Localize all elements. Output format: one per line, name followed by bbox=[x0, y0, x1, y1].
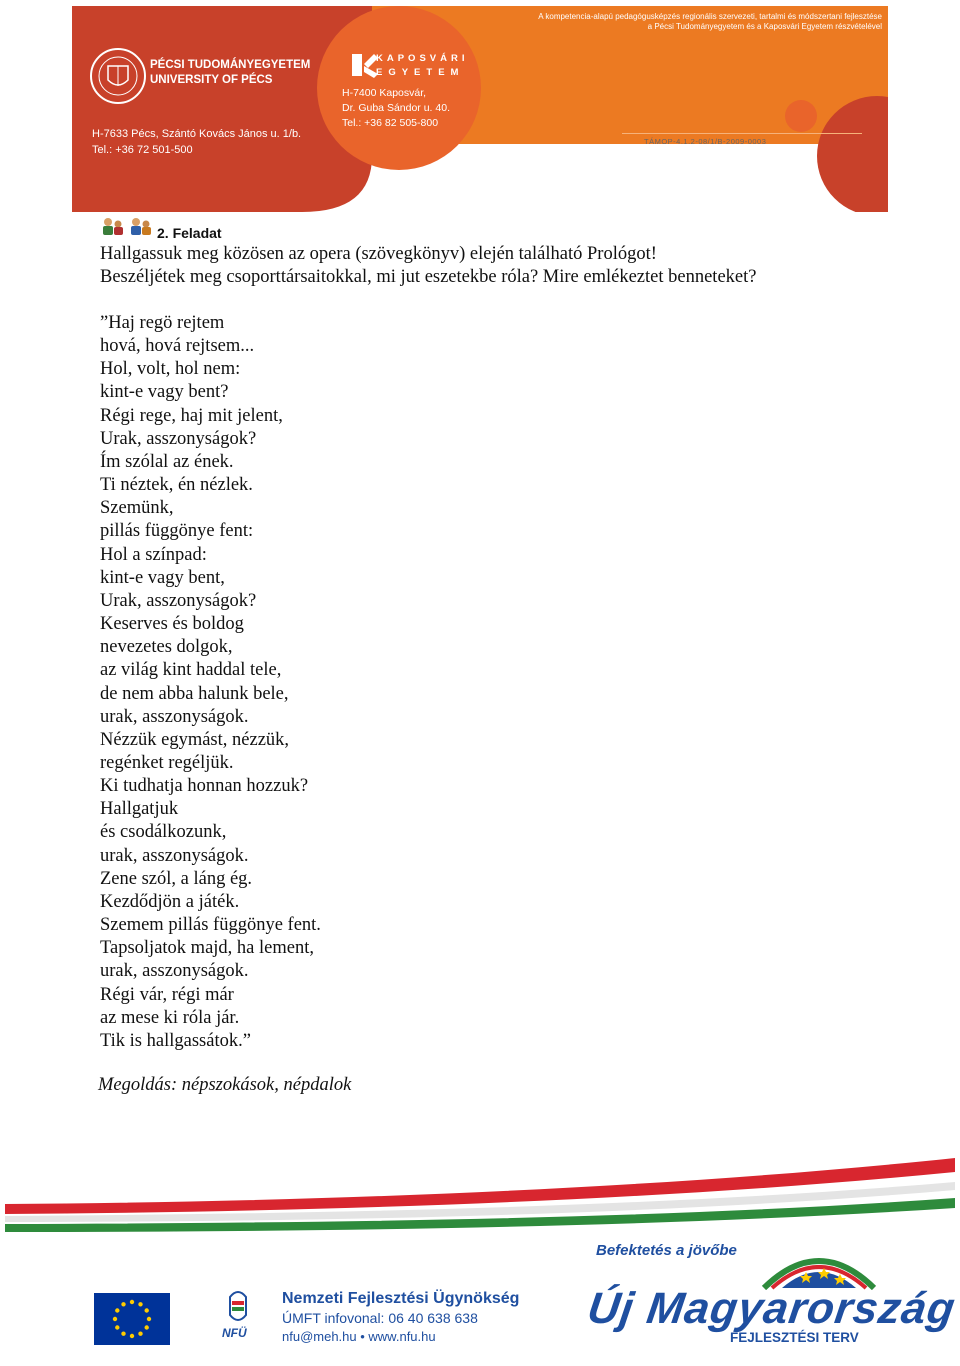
instruction-line-2: Beszéljétek meg csoporttársaitokkal, mi jut eszetekbe róla? Mire emlékeztet benneteket? bbox=[100, 267, 757, 287]
poem-line: Ím szólal az ének. bbox=[100, 451, 234, 472]
project-title-note bbox=[464, 12, 882, 32]
poem-line: Hol, volt, hol nem: bbox=[100, 359, 241, 380]
eu-star-icon bbox=[145, 1325, 149, 1329]
pte-contact bbox=[92, 126, 301, 158]
eu-star-icon bbox=[121, 1332, 125, 1336]
poem-line: urak, asszonyságok. bbox=[100, 706, 249, 727]
eu-star-icon bbox=[138, 1332, 142, 1336]
poem-line: az világ kint haddal tele, bbox=[100, 660, 282, 681]
pte-address: H-7633 Pécs, Szántó Kovács János u. 1/b. bbox=[92, 128, 302, 140]
ke-address-line1: H-7400 Kaposvár, bbox=[342, 87, 427, 99]
pte-phone: Tel.: +36 72 501-500 bbox=[92, 144, 193, 156]
poem-line: nevezetes dolgok, bbox=[100, 637, 233, 658]
poem-line: Zene szól, a láng ég. bbox=[100, 868, 253, 889]
group-work-icon bbox=[100, 215, 154, 239]
eu-star-icon bbox=[130, 1334, 134, 1338]
poem-line: kint-e vagy bent, bbox=[100, 567, 225, 588]
prologue-poem bbox=[100, 312, 321, 1053]
task-instructions bbox=[100, 243, 756, 289]
poem-line: hová, hová rejtsem... bbox=[100, 336, 255, 357]
poem-line: regénket regéljük. bbox=[100, 752, 234, 773]
eu-star-icon bbox=[113, 1317, 117, 1321]
poem-line: Ti néztek, én nézlek. bbox=[100, 475, 253, 496]
poem-line: ”Haj regö rejtem bbox=[100, 313, 225, 333]
banner-graphic bbox=[72, 6, 888, 212]
poem-line: Hol a színpad: bbox=[100, 544, 207, 565]
poem-line: Urak, asszonyságok? bbox=[100, 590, 257, 611]
project-title-line1: A kompetencia-alapú pedagógusképzés regionális szervezeti, tartalmi és módszertani fejlesztése bbox=[538, 12, 882, 21]
umt-title: Új Magyarország bbox=[584, 1284, 959, 1333]
ke-phone: Tel.: +36 82 505-800 bbox=[342, 117, 439, 129]
eu-star-icon bbox=[147, 1317, 151, 1321]
nfu-web: nfu@meh.hu • www.nfu.hu bbox=[282, 1329, 436, 1344]
eu-star-icon bbox=[130, 1300, 134, 1304]
eu-star-icon bbox=[145, 1308, 149, 1312]
poem-line: urak, asszonyságok. bbox=[100, 845, 249, 866]
pte-name-en: UNIVERSITY OF PÉCS bbox=[150, 74, 273, 86]
poem-line: Régi rege, haj mit jelent, bbox=[100, 405, 283, 426]
poem-line: Hallgatjuk bbox=[100, 799, 179, 820]
pte-name bbox=[150, 58, 310, 88]
header-banner bbox=[72, 6, 888, 212]
ke-name bbox=[376, 52, 468, 80]
nfu-name: Nemzeti Fejlesztési Ügynökség bbox=[282, 1290, 520, 1307]
eu-star-icon bbox=[115, 1308, 119, 1312]
poem-line: urak, asszonyságok. bbox=[100, 961, 249, 982]
poem-line: Tapsoljatok majd, ha lement, bbox=[100, 938, 314, 959]
poem-line: Ki tudhatja honnan hozzuk? bbox=[100, 776, 309, 797]
poem-line: Nézzük egymást, nézzük, bbox=[100, 729, 290, 750]
poem-line: Szemem pillás függönye fent. bbox=[100, 915, 321, 936]
poem-line: Tik is hallgassátok.” bbox=[100, 1030, 251, 1051]
tamop-code: TÁMOP-4.1.2-08/1/B-2009-0003 bbox=[644, 137, 767, 146]
ke-name-line1: KAPOSVÁRI bbox=[376, 53, 469, 64]
poem-line: Keserves és boldog bbox=[100, 614, 244, 635]
poem-line: Kezdődjön a játék. bbox=[100, 891, 240, 912]
ke-name-line2: EGYETEM bbox=[376, 67, 465, 78]
slogan: Befektetés a jövőbe bbox=[596, 1242, 737, 1259]
project-title-line2: a Pécsi Tudományegyetem és a Kaposvári Egyetem részvételével bbox=[647, 22, 882, 31]
instruction-line-1: Hallgassuk meg közösen az opera (szövegkönyv) elején található Prológot! bbox=[100, 244, 657, 264]
ke-address-line2: Dr. Guba Sándor u. 40. bbox=[342, 102, 450, 114]
umt-subtitle: FEJLESZTÉSI TERV bbox=[730, 1330, 859, 1345]
solution-text: Megoldás: népszokások, népdalok bbox=[98, 1075, 352, 1095]
poem-line: de nem abba halunk bele, bbox=[100, 683, 289, 704]
eu-star-icon bbox=[115, 1325, 119, 1329]
ke-contact bbox=[342, 86, 450, 131]
eu-star-icon bbox=[138, 1302, 142, 1306]
flag-stripes-graphic bbox=[0, 1150, 960, 1240]
eu-star-icon bbox=[121, 1302, 125, 1306]
eu-flag-and-nfu-logo bbox=[92, 1283, 272, 1353]
poem-line: Régi vár, régi már bbox=[100, 984, 234, 1005]
poem-line: kint-e vagy bent? bbox=[100, 382, 229, 403]
pte-name-hu: PÉCSI TUDOMÁNYEGYETEM bbox=[150, 59, 311, 71]
poem-line: Szemünk, bbox=[100, 498, 174, 519]
pte-seal-icon bbox=[91, 49, 145, 103]
poem-line: Urak, asszonyságok? bbox=[100, 428, 257, 449]
poem-line: és csodálkozunk, bbox=[100, 822, 227, 843]
nfu-abbreviation: NFÜ bbox=[222, 1326, 247, 1340]
poem-line: az mese ki róla jár. bbox=[100, 1007, 240, 1028]
nfu-phone: ÚMFT infovonal: 06 40 638 638 bbox=[282, 1310, 478, 1326]
poem-line: pillás függönye fent: bbox=[100, 521, 254, 542]
nfu-crest-icon bbox=[230, 1292, 246, 1320]
task-title: 2. Feladat bbox=[157, 225, 222, 241]
